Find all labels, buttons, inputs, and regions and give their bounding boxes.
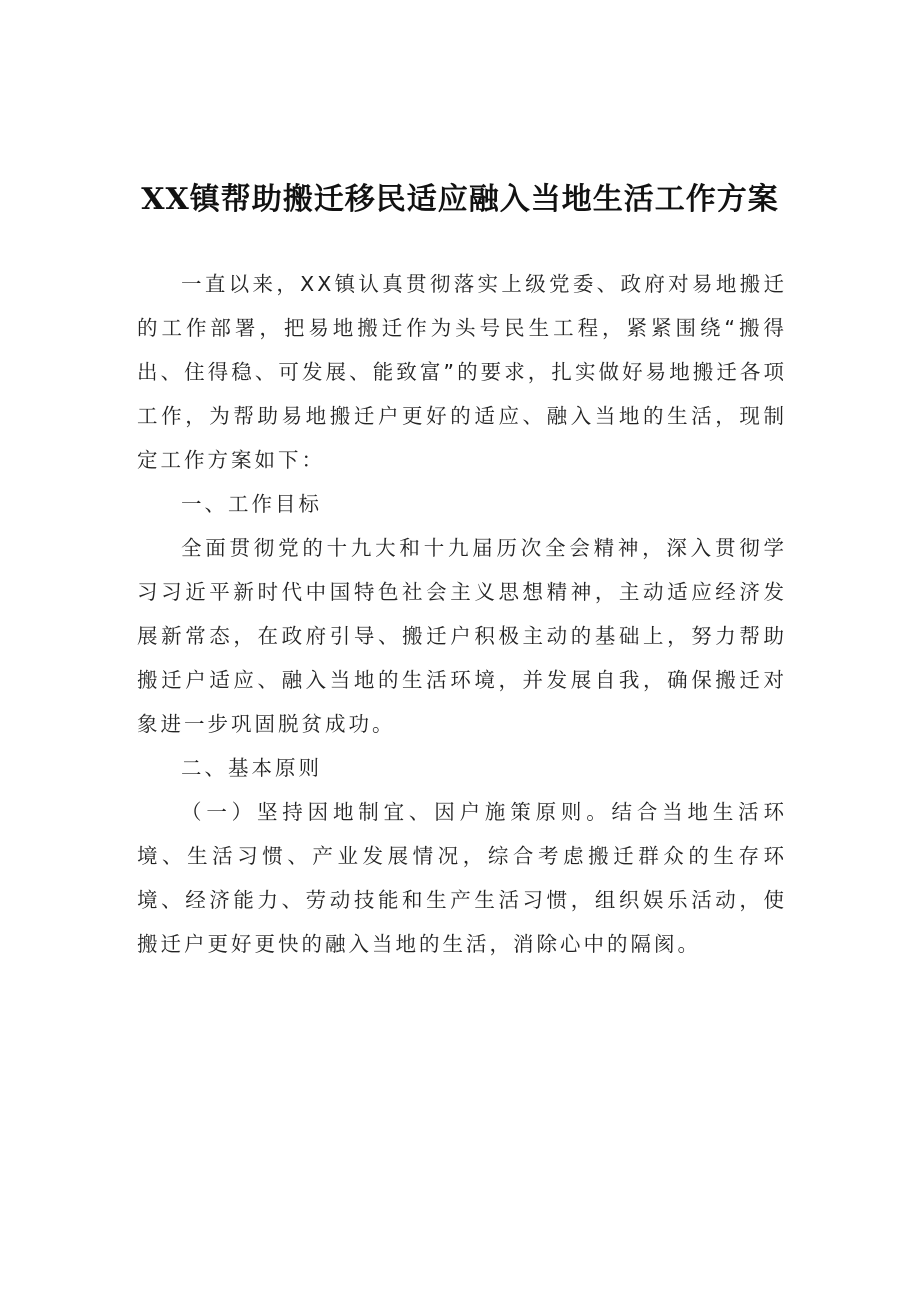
intro-paragraph: 一直以来，XX镇认真贯彻落实上级党委、政府对易地搬迁的工作部署，把易地搬迁作为头号民生工程，紧紧围绕“搬得出、住得稳、可发展、能致富”的要求，扎实做好易地搬迁各项工作，为帮助易地搬迁户更好的适应、融入当地的生活，现制定工作方案如下： bbox=[137, 272, 787, 472]
goals-paragraph: 全面贯彻党的十九大和十九届历次全会精神，深入贯彻学习习近平新时代中国特色社会主义思想精神，主动适应经济发展新常态，在政府引导、搬迁户积极主动的基础上，努力帮助搬迁户适应、融入当地的生活环境，并发展自我，确保搬迁对象进一步巩固脱贫成功。 bbox=[137, 536, 787, 736]
document-title: XX镇帮助搬迁移民适应融入当地生活工作方案 bbox=[141, 182, 779, 217]
document-body bbox=[137, 262, 787, 966]
principle-item-1: （一）坚持因地制宜、因户施策原则。结合当地生活环境、生活习惯、产业发展情况，综合考虑搬迁群众的生存环境、经济能力、劳动技能和生产生活习惯，组织娱乐活动，使搬迁户更好更快的融入当地的生活，消除心中的隔阂。 bbox=[137, 800, 787, 956]
section-heading-goals: 一、工作目标 bbox=[181, 492, 322, 516]
section-heading-principles: 二、基本原则 bbox=[181, 756, 322, 780]
